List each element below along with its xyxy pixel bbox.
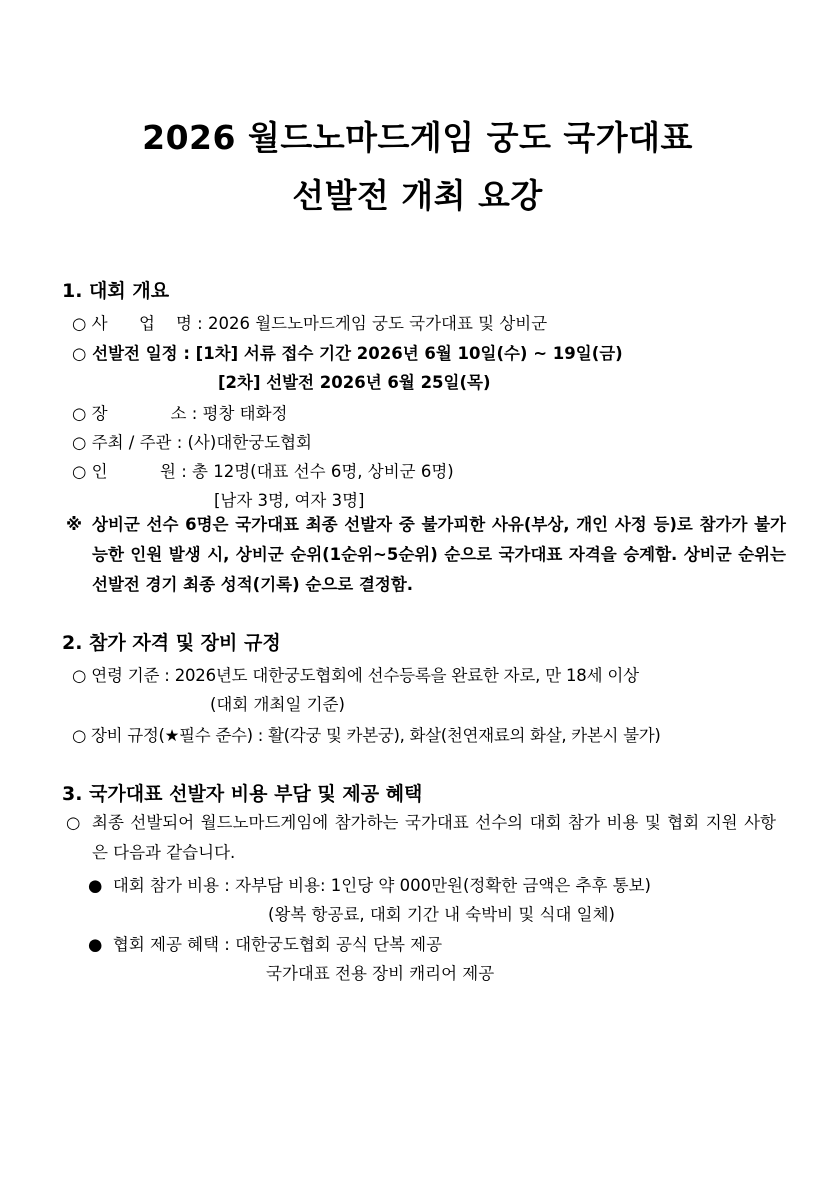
host-label: ○ 주최 / 주관 : xyxy=(72,433,188,452)
cost-value-1: 자부담 비용: 1인당 약 000만원(정확한 금액은 추후 통보) xyxy=(235,876,651,895)
document-title-line2: 선발전 개최 요강 xyxy=(292,176,543,215)
age-row xyxy=(72,662,639,686)
host-row xyxy=(72,429,312,453)
host-value: (사)대한궁도협회 xyxy=(187,433,312,452)
equipment-row xyxy=(72,722,661,746)
equipment-label: ○ 장비 규정(★필수 준수) : xyxy=(72,726,268,745)
support-intro xyxy=(66,808,776,868)
benefit-label: ● 협회 제공 혜택 : xyxy=(88,935,236,954)
quota-value-2: [남자 3명, 여자 3명] xyxy=(214,491,365,510)
note-mark: ※ xyxy=(66,515,83,534)
intro-mark: ○ xyxy=(66,813,81,832)
venue-value: 평창 태화정 xyxy=(202,404,288,423)
quota-label: ○ 인 원 : xyxy=(72,462,193,481)
benefit-value-1: 대한궁도협회 공식 단복 제공 xyxy=(235,935,443,954)
schedule-value-2: [2차] 선발전 2026년 6월 25일(목) xyxy=(218,373,491,392)
venue-label: ○ 장 소 : xyxy=(72,404,203,423)
schedule-value-1: [1차] 서류 접수 기간 2026년 6월 10일(수) ~ 19일(금) xyxy=(195,344,623,363)
section1-heading: 1. 대회 개요 xyxy=(62,280,170,302)
cost-label: ● 대회 참가 비용 : xyxy=(88,876,236,895)
schedule-row xyxy=(72,340,623,364)
section3-heading: 3. 국가대표 선발자 비용 부담 및 제공 혜택 xyxy=(62,783,423,805)
venue-row xyxy=(72,400,287,424)
event-name-label: ○ 사 업 명 : xyxy=(72,314,208,333)
cost-row xyxy=(88,872,651,896)
schedule-label: ○ 선발전 일정 : xyxy=(72,344,196,363)
reserve-note xyxy=(66,510,786,600)
age-value-2: (대회 개최일 기준) xyxy=(210,695,345,714)
age-label: ○ 연령 기준 : xyxy=(72,666,175,685)
event-name-row xyxy=(72,310,547,334)
reserve-note-text: 상비군 선수 6명은 국가대표 최종 선발자 중 불가피한 사유(부상, 개인 사정 등)로 참가가 불가능한 인원 발생 시, 상비군 순위(1순위~5순위) 순으로 국가대표 자격을 승계함. 상비군 순위는 선발전 경기 최종 성적(기록) 순으로 결정함. xyxy=(92,515,786,594)
section2-heading: 2. 참가 자격 및 장비 규정 xyxy=(62,632,281,654)
age-value-1: 2026년도 대한궁도협회에 선수등록을 완료한 자로, 만 18세 이상 xyxy=(174,666,639,685)
equipment-value: 활(각궁 및 카본궁), 화살(천연재료의 화살, 카본시 불가) xyxy=(267,726,661,745)
quota-row xyxy=(72,458,454,482)
quota-value-1: 총 12명(대표 선수 6명, 상비군 6명) xyxy=(192,462,454,481)
support-intro-text: 최종 선발되어 월드노마드게임에 참가하는 국가대표 선수의 대회 참가 비용 및 협회 지원 사항은 다음과 같습니다. xyxy=(92,813,776,862)
benefit-value-2: 국가대표 전용 장비 캐리어 제공 xyxy=(266,964,495,983)
cost-value-2: (왕복 항공료, 대회 기간 내 숙박비 및 식대 일체) xyxy=(268,905,615,924)
document-title-line1: 2026 월드노마드게임 궁도 국가대표 xyxy=(142,118,693,157)
benefit-row xyxy=(88,931,442,955)
event-name-value: 2026 월드노마드게임 궁도 국가대표 및 상비군 xyxy=(207,314,548,333)
